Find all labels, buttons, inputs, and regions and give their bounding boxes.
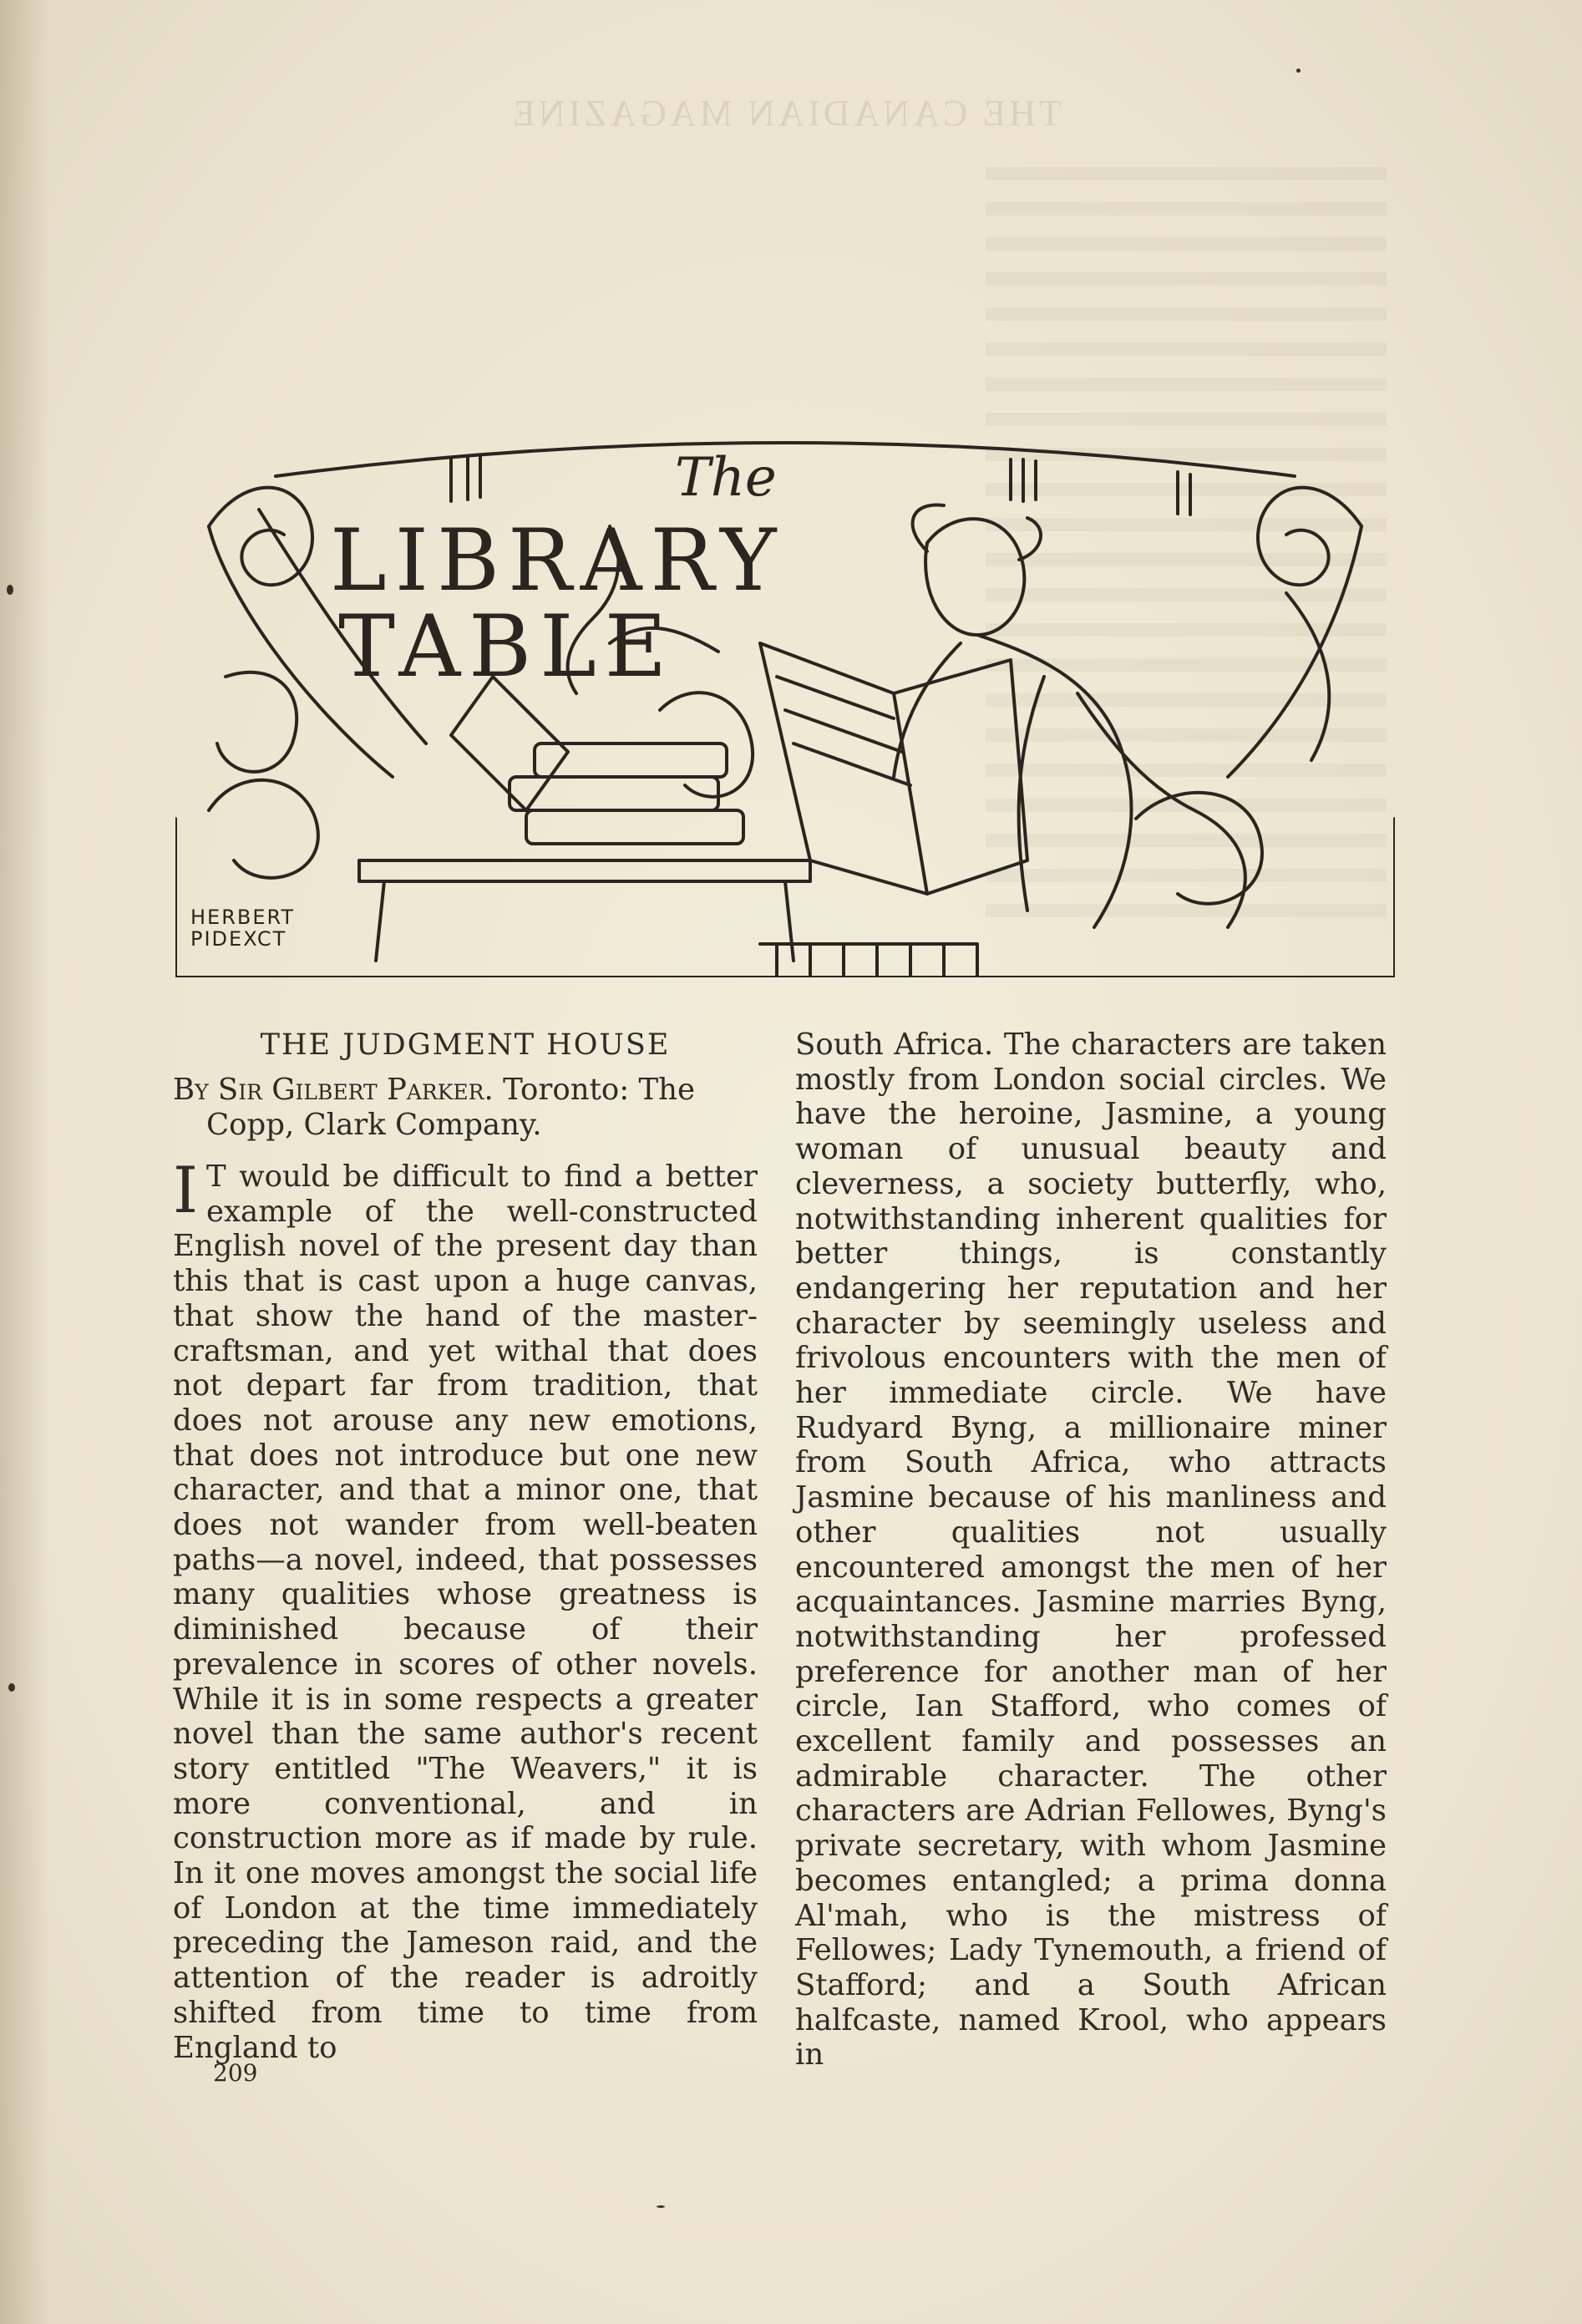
page-number: 209 — [213, 2059, 258, 2087]
header-title-table: TABLE — [338, 597, 676, 697]
header-title-the: The — [675, 447, 777, 509]
drop-cap: I — [173, 1153, 199, 1227]
article-title: THE JUDGMENT HOUSE — [260, 1028, 671, 1062]
paper-speck — [8, 1683, 15, 1692]
article-body-right: South Africa. The characters are taken mostly from London social circles. We have the heroine, Jasmine, a young woman of unusual beauty and cleverness, a society butterfly, who, notwithstanding inherent qualities for better things, is constantly endangering her reputation and her character by seemingly useless and frivolous encounters with the men of her immediate circle. We have Rudyard Byng, a millionaire miner from South Africa, who attracts Jasmine because of his manliness and other qualities not usually encountered amongst the men of her acquaintances. Jasmine marries Byng, notwithstanding her professed preference for another man of her circle, Ian Stafford, who comes of excellent family and possesses an admirable character. The other characters are Adrian Fellowes, Byng's private secretary, with whom Jasmine becomes entangled; a prima donna Al'mah, who is the mistress of Fellowes; Lady Tynemouth, a friend of Stafford; and a South African halfcaste, named Krool, who appears in — [795, 1028, 1387, 2073]
header-title-library: LIBRARY — [330, 511, 785, 611]
paper-speck — [7, 585, 13, 595]
article-body-left-text: T would be difficult to find a better example of the well-constructed English novel of the present day than this that is cast upon a huge canvas, that show the hand of the master-craftsman, and yet withal that does not depart far from tradition, that does not arouse any new emotions, that does not introduce but one new character, and that a minor one, that does not wander from well-beaten paths—a novel, indeed, that possesses many qualities whose greatness is diminished because of their prevalence in scores of other novels. While it is in some respects a greater novel than the same author's recent story entitled "The Weavers," it is more conventional, and in construction more as if made by rule. In it one moves amongst the social life of London at the time immediately preceding the Jameson raid, and the attention of the reader is adroitly shifted from time to time from England to — [173, 1159, 758, 2065]
byline-by: By — [173, 1073, 209, 1107]
library-table-illustration — [175, 426, 1395, 977]
artist-signature-line1: HERBERT — [190, 906, 296, 929]
artist-signature-line2: PIDEXCT — [190, 927, 287, 951]
article-right-column — [795, 1028, 1387, 2073]
show-through-running-head: THE CANADIAN MAGAZINE — [510, 93, 1062, 134]
gutter-shadow — [0, 0, 50, 2324]
article-byline — [173, 1073, 758, 1143]
artist-signature — [190, 906, 295, 950]
article-body-left — [173, 1153, 758, 2065]
paper-speck — [1296, 69, 1301, 73]
paper-speck — [657, 2205, 665, 2208]
article-left-column — [173, 1028, 758, 2065]
byline-publisher: Toronto: The Copp, Clark Company. — [206, 1073, 696, 1142]
byline-author: Sir Gilbert Parker. — [217, 1073, 494, 1107]
